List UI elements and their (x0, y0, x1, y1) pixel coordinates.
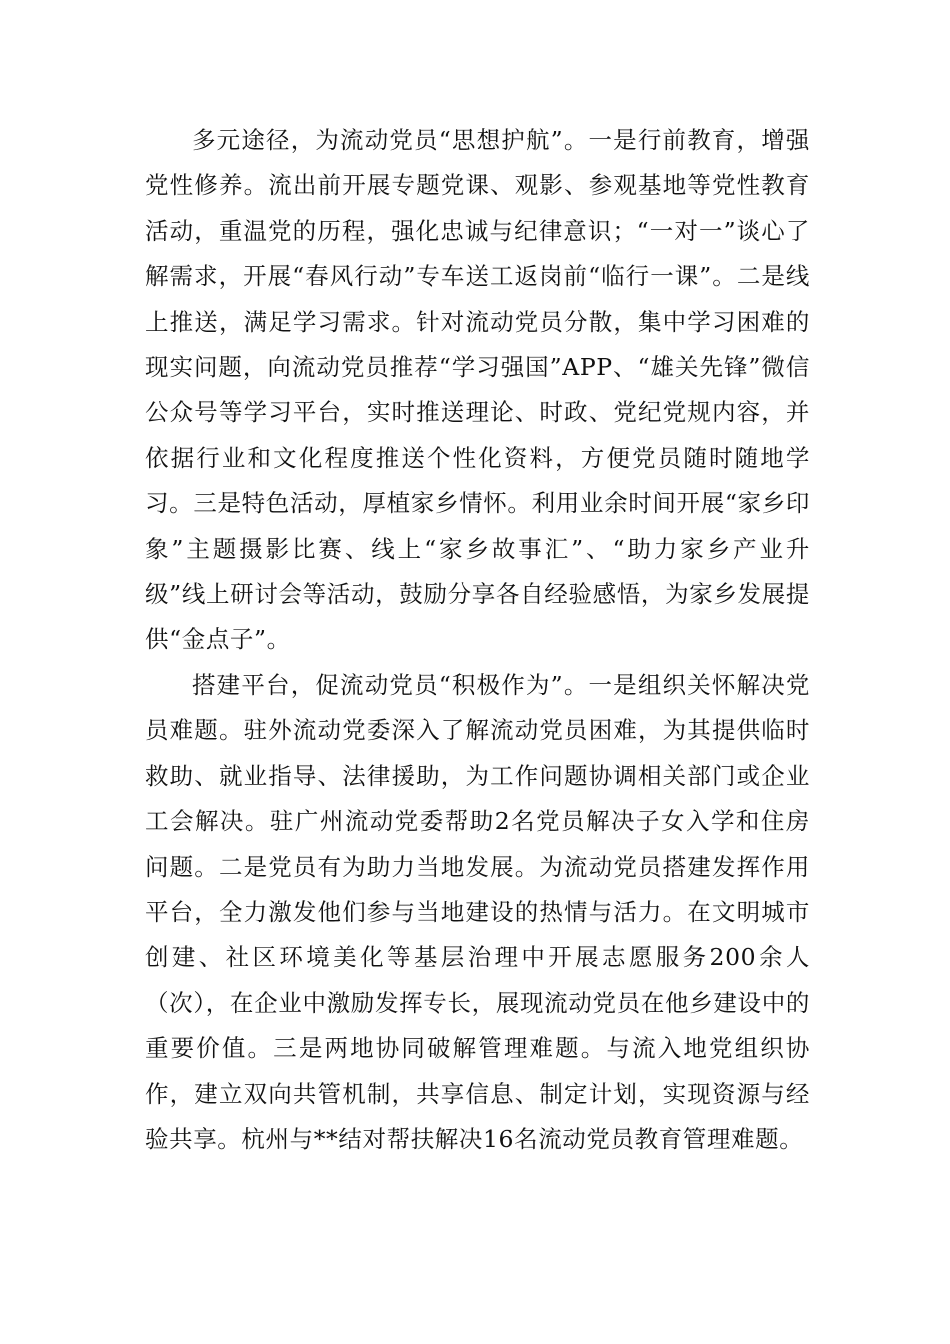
paragraph-platform-building: 搭建平台，促流动党员“积极作为”。一是组织关怀解决党员难题。驻外流动党委深入了解流动党员困难，为其提供临时救助、就业指导、法律援助，为工作问题协调相关部门或企业工会解决。驻广州流动党委帮助2名党员解决子女入学和住房问题。二是党员有为助力当地发展。为流动党员搭建发挥作用平台，全力激发他们参与当地建设的热情与活力。在文明城市创建、社区环境美化等基层治理中开展志愿服务200余人（次），在企业中激励发挥专长，展现流动党员在他乡建设中的重要价值。三是两地协同破解管理难题。与流入地党组织协作，建立双向共管机制，共享信息、制定计划，实现资源与经验共享。杭州与**结对帮扶解决16名流动党员教育管理难题。 (145, 670, 810, 1153)
document-body (145, 118, 810, 1162)
paragraph-ideological-guidance: 多元途径，为流动党员“思想护航”。一是行前教育，增强党性修养。流出前开展专题党课、观影、参观基地等党性教育活动，重温党的历程，强化忠诚与纪律意识；“一对一”谈心了解需求，开展“春风行动”专车送工返岗前“临行一课”。二是线上推送，满足学习需求。针对流动党员分散，集中学习困难的现实问题，向流动党员推荐“学习强国”APP、“雄关先锋”微信公众号等学习平台，实时推送理论、时政、党纪党规内容，并依据行业和文化程度推送个性化资料，方便党员随时随地学习。三是特色活动，厚植家乡情怀。利用业余时间开展“家乡印象”主题摄影比赛、线上“家乡故事汇”、“助力家乡产业升级”线上研讨会等活动，鼓励分享各自经验感悟，为家乡发展提供“金点子”。 (145, 126, 810, 654)
